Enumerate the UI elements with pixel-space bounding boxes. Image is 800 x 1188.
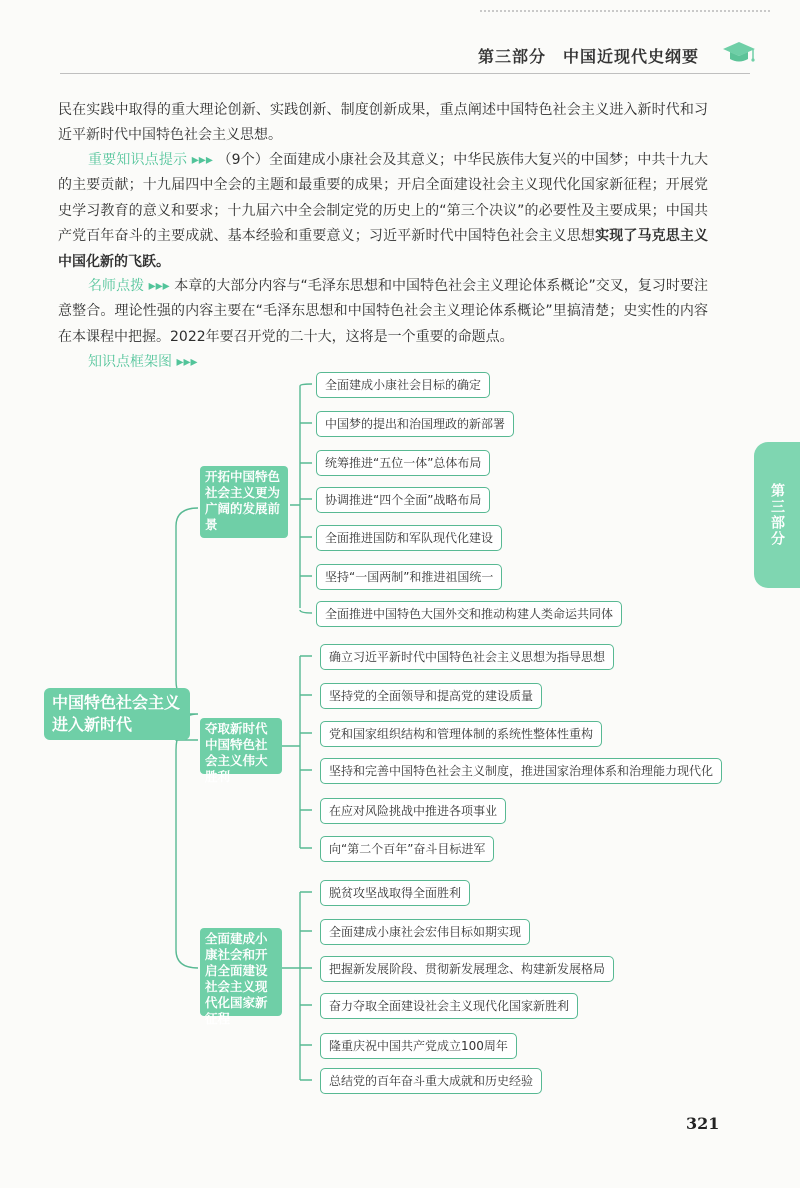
page-number: 321 [686,1114,720,1133]
mindmap-leaf: 向“第二个百年”奋斗目标进军 [320,836,494,862]
connector-branch-3-leaves [280,892,312,1080]
framework-label: 知识点框架图 ▸▸▸ [88,354,198,370]
mindmap-leaf: 脱贫攻坚战取得全面胜利 [320,880,470,906]
mindmap-branch-1: 开拓中国特色社会主义更为广阔的发展前景 [200,466,288,538]
key-points-label: 重要知识点提示 ▸▸▸ [88,152,213,168]
connector-root-branch-3 [176,728,198,968]
teacher-tips-label: 名师点拨 ▸▸▸ [88,278,170,294]
intro-text: 民在实践中取得的重大理论创新、实践创新、制度创新成果，重点阐述中国特色社会主义进入新时代和习近平新时代中国特色社会主义思想。 [58,102,708,144]
mindmap-leaf: 全面推进中国特色大国外交和推动构建人类命运共同体 [316,601,622,627]
mindmap-leaf: 全面建成小康社会宏伟目标如期实现 [320,919,530,945]
mindmap-leaf: 全面推进国防和军队现代化建设 [316,525,502,551]
mindmap-leaf: 全面建成小康社会目标的确定 [316,372,490,398]
mindmap-leaf: 中国梦的提出和治国理政的新部署 [316,411,514,437]
mindmap-leaf: 协调推进“四个全面”战略布局 [316,487,490,513]
connector-branch-2-leaves [280,656,312,848]
mindmap-leaf: 坚持党的全面领导和提高党的建设质量 [320,683,542,709]
mindmap-branch-2: 夺取新时代中国特色社会主义伟大胜利 [200,718,282,774]
mindmap-leaf: 坚持和完善中国特色社会主义制度，推进国家治理体系和治理能力现代化 [320,758,722,784]
mindmap-leaf: 确立习近平新时代中国特色社会主义思想为指导思想 [320,644,614,670]
connector-branch-1-leaves [290,384,312,613]
mindmap-leaf: 把握新发展阶段、贯彻新发展理念、构建新发展格局 [320,956,614,982]
mindmap-leaf: 在应对风险挑战中推进各项事业 [320,798,506,824]
mindmap-leaf: 党和国家组织结构和管理体制的系统性整体性重构 [320,721,602,747]
mindmap-leaf: 坚持“一国两制”和推进祖国统一 [316,564,502,590]
section-side-tab: 第三部分 [754,442,800,588]
key-points-bold-text: 实现了马克思主义中国化新的飞跃。 [58,228,709,270]
mindmap-branch-3: 全面建成小康社会和开启全面建设社会主义现代化国家新征程 [200,928,282,1016]
mindmap-leaf: 奋力夺取全面建设社会主义现代化国家新胜利 [320,993,578,1019]
mindmap-leaf: 隆重庆祝中国共产党成立100周年 [320,1033,517,1059]
key-points-text: （9个）全面建成小康社会及其意义；中华民族伟大复兴的中国梦；中共十九大的主要贡献；十九届四中全会的主题和最重要的成果；开启全面建设社会主义现代化国家新征程；开展党史学习教育的意义和要求；十九届六中全会制定党的历史上的“第三个决议”的必要性及主要成果；中国共产党百年奋斗的主要成就、基本经验和重要意义；习近平新时代中国特色社会主义思想 [58,152,708,245]
page-header-title: 第三部分 中国近现代史纲要 [478,47,700,66]
mindmap-root: 中国特色社会主义进入新时代 [44,688,190,740]
teacher-tips-text: 本章的大部分内容与“毛泽东思想和中国特色社会主义理论体系概论”交叉，复习时要注意整合。理论性强的内容主要在“毛泽东思想和中国特色社会主义理论体系概论”里搞清楚；史实性的内容在本课程中把握。2022年要召开党的二十大，这将是一个重要的命题点。 [58,278,708,345]
mindmap-leaf: 总结党的百年奋斗重大成就和历史经验 [320,1068,542,1094]
connector-root-branch-1 [176,508,198,700]
mindmap-leaf: 统筹推进“五位一体”总体布局 [316,450,490,476]
